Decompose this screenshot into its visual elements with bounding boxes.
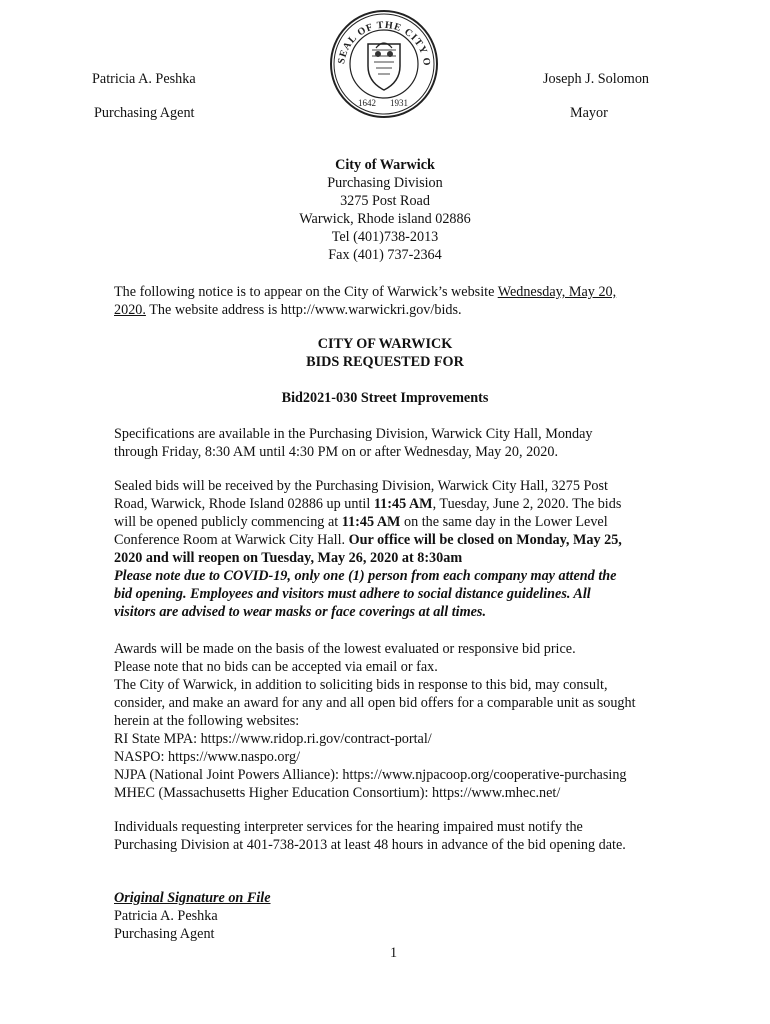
city-seal-logo bbox=[328, 8, 440, 120]
specifications-paragraph: Specifications are available in the Purchasing Division, Warwick City Hall, Monday through Friday, 8:30 AM until 4:30 PM on or after Wednesday, May 20, 2020. bbox=[114, 426, 593, 460]
purchasing-agent-name: Patricia A. Peshka bbox=[92, 71, 196, 87]
purchasing-agent-title: Purchasing Agent bbox=[94, 105, 195, 121]
svg-text:1931: 1931 bbox=[390, 98, 408, 108]
org-name: City of Warwick bbox=[335, 157, 435, 173]
njpa-link: NJPA (National Joint Powers Alliance): https://www.njpacoop.org/cooperative-purchasing bbox=[114, 767, 627, 783]
website-notice: The following notice is to appear on the City of Warwick’s website Wednesday, May 20, 2020. The website address is http://www.warwickri.gov/bids. bbox=[114, 284, 617, 318]
awards-paragraph: Awards will be made on the basis of the lowest evaluated or responsive bid price. Please note that no bids can be accepted via email or fax. The City of Warwick, in addition to soliciting bids in response to this bid, may consult, consider, and make an award for any and all open bid offers for a comparable unit as sought herein at the following websites: RI State MPA: https://www.ridop.ri.gov/contract-portal/ NASPO: https://www.naspo.org/ NJPA (National Joint Powers Alliance): https://www.njpacoop.org/cooperative-purchasing MHEC (Massachusetts Higher Education Consortium): https://www.mhec.net/ bbox=[114, 640, 674, 802]
covid-notice: Please note due to COVID-19, only one (1) person from each company may attend the bbox=[114, 568, 617, 584]
signature-title: Purchasing Agent bbox=[114, 926, 215, 942]
sealed-bids-paragraph: Sealed bids will be received by the Purchasing Division, Warwick City Hall, 3275 Post Road, Warwick, Rhode Island 02886 up until 11:45 AM, Tuesday, June 2, 2020. The bids will be opened publicly commencing at 11:45 AM on the same day in the Lower Level Conference Room at Warwick City Hall. Our office will be closed on Monday, May 25, 2020 and will reopen on Tuesday, May 26, 2020 at 8:30am Please note due to COVID-19, only one (1) person from each company may attend the bid opening. Employees and visitors must adhere to social distance guidelines. All visitors are advised to wear masks or face coverings at all times. bbox=[114, 477, 674, 621]
ri-state-mpa-link: RI State MPA: https://www.ridop.ri.gov/contract-portal/ bbox=[114, 731, 432, 747]
fax: Fax (401) 737-2364 bbox=[328, 247, 442, 263]
mayor-name: Joseph J. Solomon bbox=[543, 71, 650, 87]
page-number: 1 bbox=[390, 945, 398, 961]
svg-text:SEAL OF THE CITY OF WARWICK R.: SEAL OF THE CITY O bbox=[336, 19, 433, 68]
bid-title: Bid2021-030 Street Improvements bbox=[281, 390, 489, 406]
notice-date: Wednesday, May 20, bbox=[497, 284, 617, 300]
telephone: Tel (401)738-2013 bbox=[331, 229, 439, 245]
address-block bbox=[230, 156, 540, 264]
signature-name: Patricia A. Peshka bbox=[114, 908, 218, 924]
signature-block bbox=[114, 889, 674, 943]
svg-text:1642: 1642 bbox=[358, 98, 376, 108]
interpreter-paragraph: Individuals requesting interpreter services for the hearing impaired must notify the Purchasing Division at 401-738-2013 at least 48 hours in advance of the bid opening date. bbox=[114, 819, 626, 853]
notice-title: CITY OF WARWICK BIDS REQUESTED FOR bbox=[306, 336, 464, 370]
mayor-title: Mayor bbox=[570, 105, 608, 121]
street: 3275 Post Road bbox=[340, 193, 430, 209]
division: Purchasing Division bbox=[327, 175, 443, 191]
city-state-zip: Warwick, Rhode island 02886 bbox=[299, 211, 471, 227]
naspo-link: NASPO: https://www.naspo.org/ bbox=[114, 749, 301, 765]
signature-label: Original Signature on File bbox=[114, 890, 271, 906]
mhec-link: MHEC (Massachusetts Higher Education Consortium): https://www.mhec.net/ bbox=[114, 785, 561, 801]
